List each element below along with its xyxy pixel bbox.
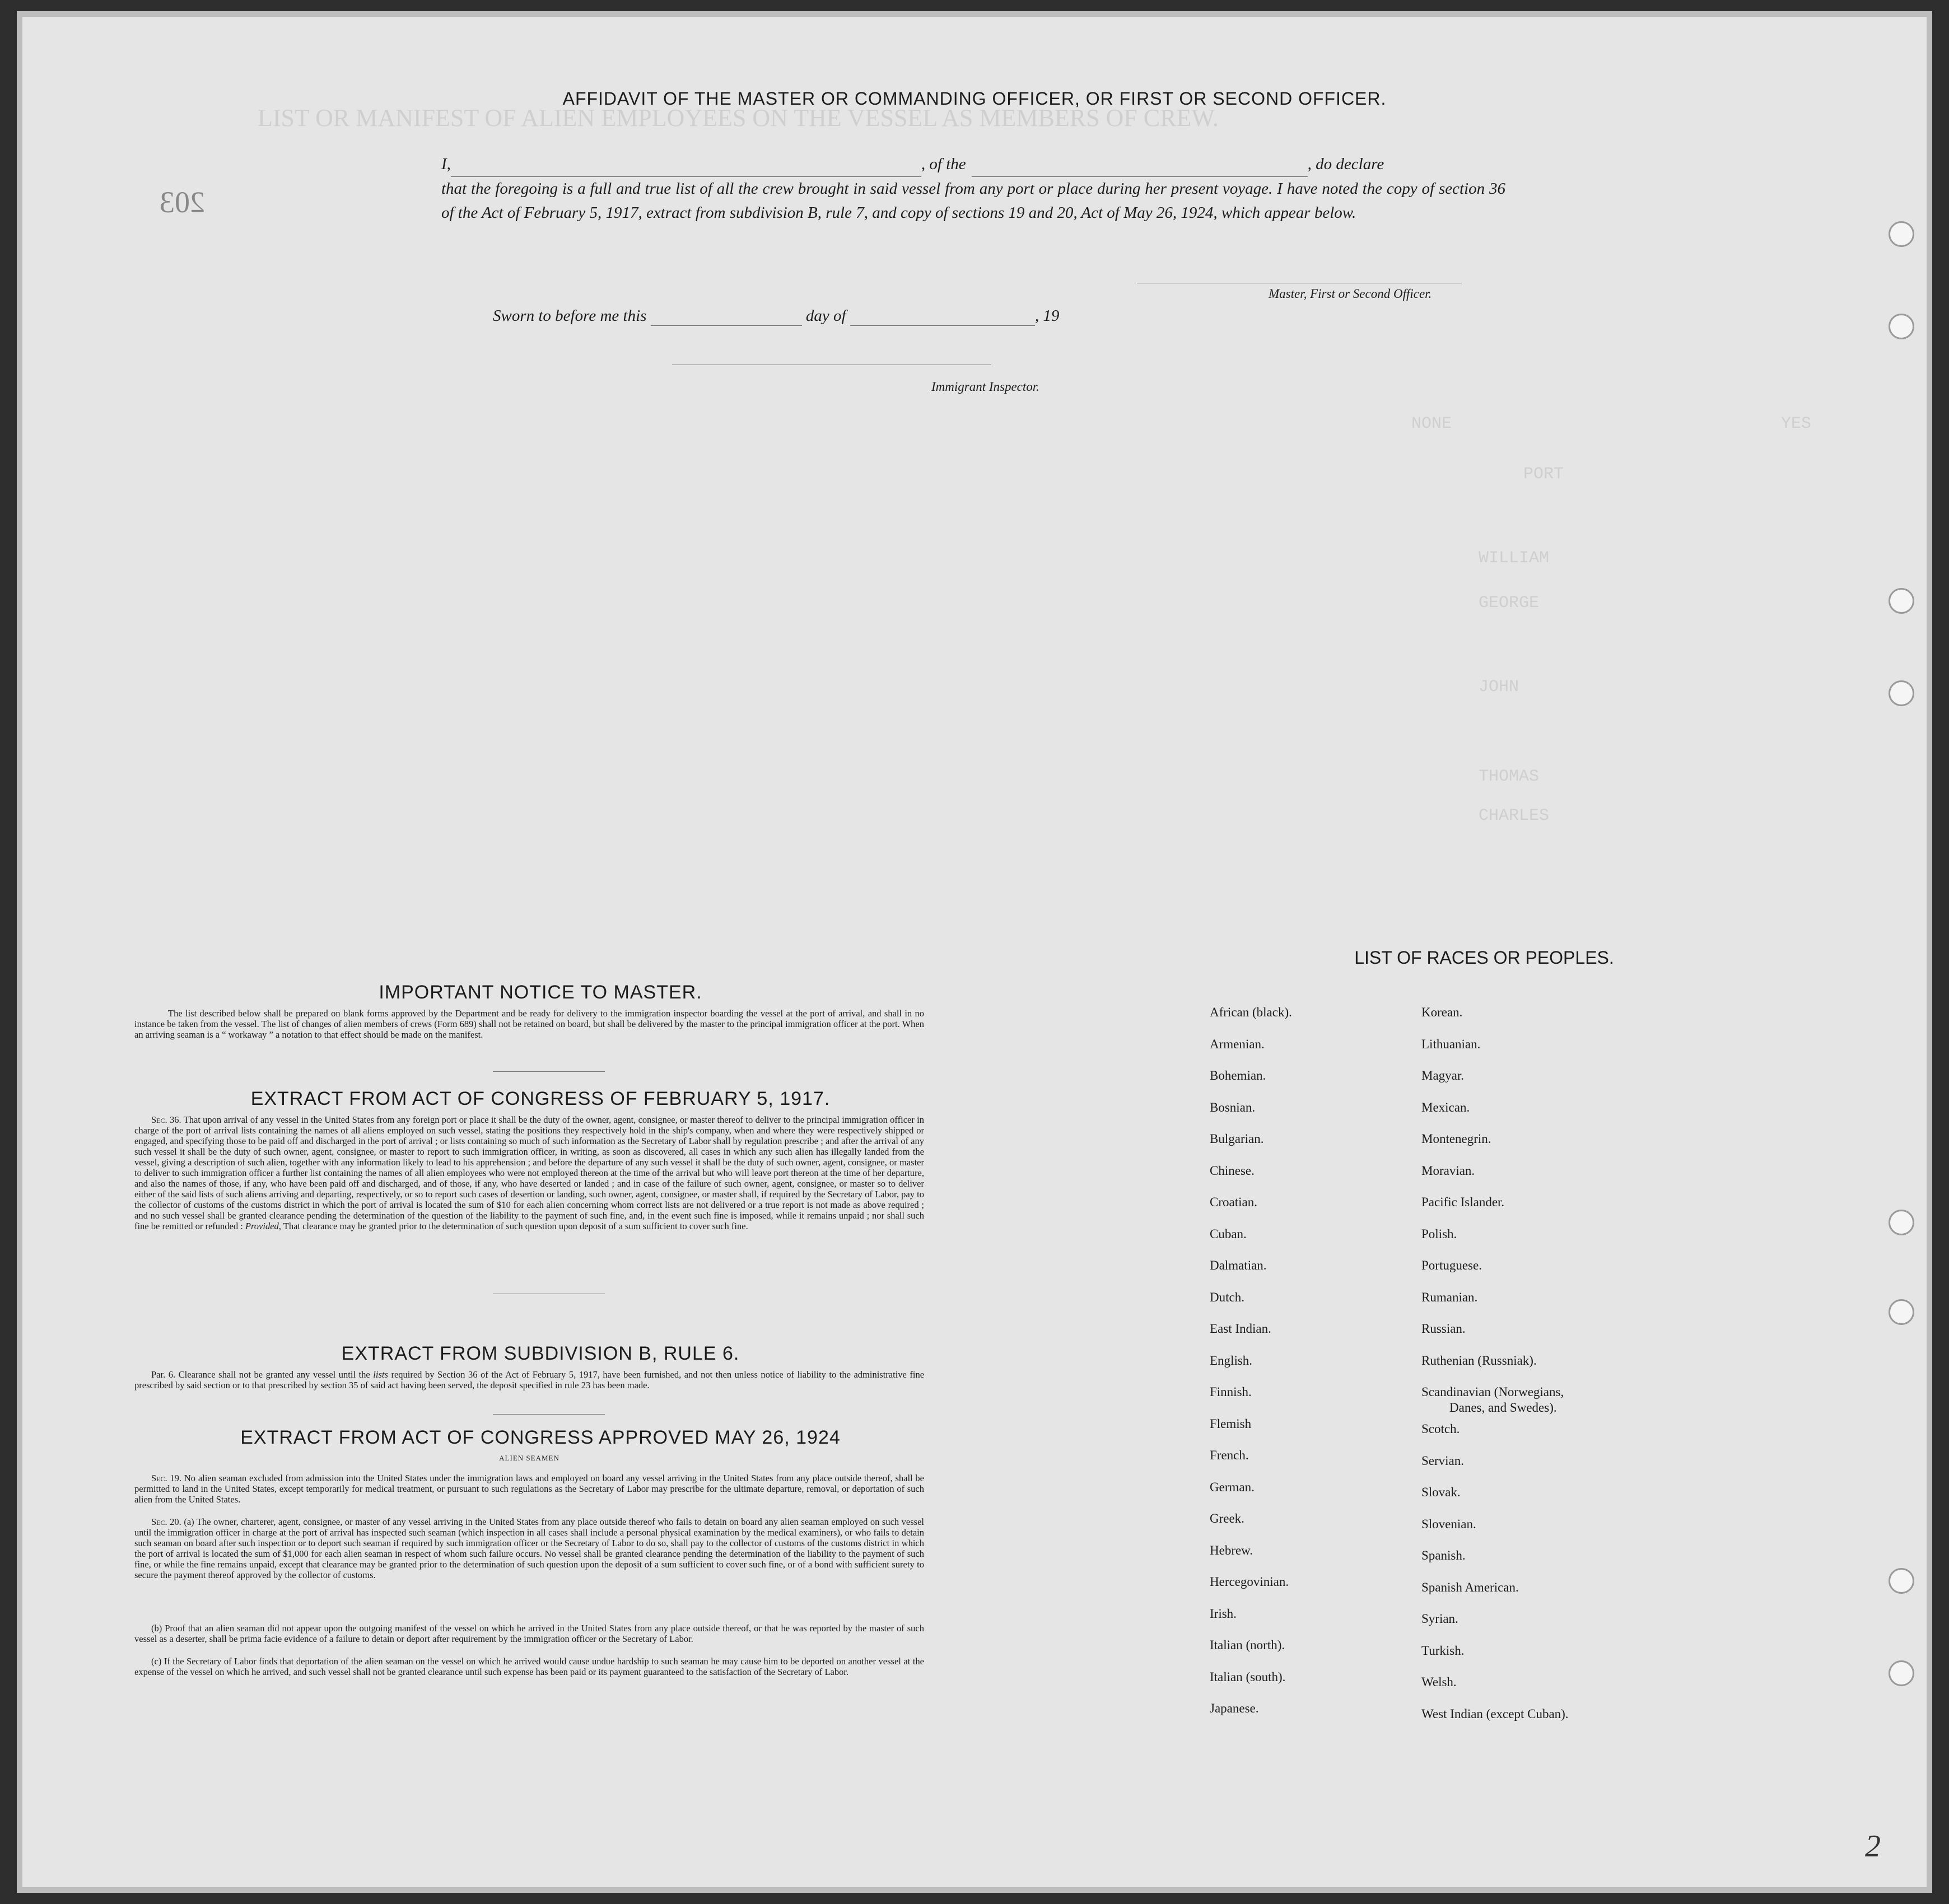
race-item: Ruthenian (Russniak). xyxy=(1421,1353,1537,1368)
race-item: Bosnian. xyxy=(1210,1100,1256,1114)
race-item: Italian (north). xyxy=(1210,1638,1285,1652)
par-6-text-b: required by Section 36 of the Act of February 5, 1917, have been furnished, and not then unless notice of liability to the administrative fine prescribed by said section or to that prescribed by section 35 of said act having been served, the deposit specified in rule 23 has been made. xyxy=(134,1369,925,1390)
race-item: Japanese. xyxy=(1210,1701,1259,1715)
punch-hole xyxy=(1889,1568,1914,1594)
race-item: Dalmatian. xyxy=(1210,1258,1267,1272)
races-left-column xyxy=(1210,1005,1292,1733)
extract-1924-title: EXTRACT FROM ACT OF CONGRESS APPROVED MAY 26, 1924 xyxy=(240,1427,841,1448)
sec-19-label: Sec. 19. xyxy=(151,1473,182,1483)
race-item: Syrian. xyxy=(1421,1612,1458,1626)
punch-hole xyxy=(1889,314,1914,339)
race-item: Irish. xyxy=(1210,1606,1237,1621)
race-item: Bulgarian. xyxy=(1210,1132,1264,1146)
race-item: Turkish. xyxy=(1421,1643,1465,1658)
extract-1917-body xyxy=(134,1114,924,1231)
race-item: Croatian. xyxy=(1210,1195,1257,1209)
race-item: English. xyxy=(1210,1353,1253,1368)
extract-rule6-body xyxy=(134,1369,924,1390)
bleed-through-text: JOHN xyxy=(1479,678,1519,697)
affidavit-title: AFFIDAVIT OF THE MASTER OR COMMANDING OFFICER, OR FIRST OR SECOND OFFICER. xyxy=(562,88,1387,109)
affidavit-body xyxy=(441,152,1505,225)
punch-hole xyxy=(1889,1660,1914,1686)
race-item: Italian (south). xyxy=(1210,1669,1286,1684)
par-6-label: Par. 6. xyxy=(151,1369,176,1380)
sec-36-text: That upon arrival of any vessel in the United States from any foreign port or place it shall be the duty of the owner, agent, consignee, or master thereof to deliver to the principal immigration officer in charge of the port of arrival lists containing the names of all aliens employed on such vessel, stating the positions they respectively hold in the ship's company, when and where they were respectively shipped or engaged, and specifying those to be paid off and discharged in the port of arrival ; or lists containing so much of such information as the Secretary of Labor shall by regulation prescribe ; and after the arrival of any such vessel it shall be the duty of such owner, agent, consignee, or master to report to such immigration officer, in writing, as soon as discovered, all cases in which any such alien has illegally landed from the vessel, giving a description of such alien, together with any information likely to lead to his apprehension ; and before the departure of any such vessel it shall be the duty of such owner, agent, consignee, or master to deliver to such immigration officer a further list containing the names of all alien employees who were not employed thereon at the time of the arrival but who will leave port thereon at the time of her departure, and also the names of those, if any, who have been paid off and discharged, and of those, if any, who have deserted or landed ; and in case of the failure of such owner, agent, consignee, or master so to deliver either of the said lists of such aliens arriving and departing, respectively, or so to report such cases of desertion or landing, such owner, agent, consignee, or master shall, if required by the Secretary of Labor, pay to the collector of customs of the customs district in which the port of arrival is located the sum of $10 for each alien concerning whom correct lists are not delivered or a true report is not made as above required ; and no such vessel shall be granted clearance pending the determination of the question of the liability to the payment of such fine, and, in the event such fine is imposed, while it remains unpaid ; nor shall such fine be remitted or refunded : xyxy=(134,1114,925,1231)
punch-hole xyxy=(1889,1210,1914,1235)
sworn-day-field[interactable] xyxy=(651,307,802,326)
race-item: Montenegrin. xyxy=(1421,1132,1491,1146)
race-item: Slovenian. xyxy=(1421,1516,1476,1531)
race-item: Welsh. xyxy=(1421,1675,1457,1689)
affidavit-of-the: , of the xyxy=(921,155,966,173)
divider xyxy=(493,1071,605,1072)
lists-word: lists xyxy=(373,1369,388,1380)
page-number: 2 xyxy=(1865,1829,1881,1864)
race-item: Chinese. xyxy=(1210,1163,1255,1178)
sec-20a-text: (a) The owner, charterer, agent, consignee, or master of any vessel arriving in the United States from any place outside thereof who fails to detain on board any alien seaman employed on such vessel until the immigration officer in charge at the port of arrival has inspected such seaman (which inspection in all cases shall include a personal physical examination by the medical examiners), or who fails to detain such seaman on board after such inspection or to deport such seaman if required by such immigration officer or the Secretary of Labor to do so, shall pay to the collector of customs of the customs district in which the port of arrival is located the sum of $1,000 for each alien seaman in respect of whom such failure occurs. No vessel shall be granted clearance pending the determination of the liability to the payment of such fine, or while the fine remains unpaid, except that clearance may be granted prior to the determination of such question upon the deposit of a sum sufficient to cover such fine, or of a bond with sufficient surety to secure the payment thereof approved by the collector of customs. xyxy=(134,1516,924,1580)
race-item: East Indian. xyxy=(1210,1322,1271,1336)
bleed-through-text: WILLIAM xyxy=(1479,549,1550,568)
race-item: Spanish. xyxy=(1421,1548,1466,1562)
race-item: African (black). xyxy=(1210,1005,1292,1019)
punch-hole xyxy=(1889,680,1914,706)
race-item: Lithuanian. xyxy=(1421,1037,1481,1051)
sec-20a-body xyxy=(134,1516,924,1580)
bleed-through-text: CHARLES xyxy=(1479,806,1550,825)
race-item: Magyar. xyxy=(1421,1068,1465,1082)
sec-20-label: Sec. 20. xyxy=(151,1516,181,1527)
sec-20b-body: (b) Proof that an alien seaman did not appear upon the outgoing manifest of the vessel on which he arrived in the United States from any place outside thereof, or that he was reported by the master of such vessel as a deserter, shall be prima facie evidence of a failure to detain or deport after requirement by the immigration officer or the Secretary of Labor. xyxy=(134,1623,924,1644)
race-item: Russian. xyxy=(1421,1322,1466,1336)
race-item: Greek. xyxy=(1210,1511,1244,1525)
sec-36-label: Sec. 36. xyxy=(151,1114,181,1125)
race-item: Armenian. xyxy=(1210,1037,1265,1051)
master-signature-label: Master, First or Second Officer. xyxy=(1269,287,1432,301)
race-item: Flemish xyxy=(1210,1416,1252,1431)
vessel-name-field[interactable] xyxy=(972,152,1308,177)
race-item: German. xyxy=(1210,1480,1255,1494)
sec-19-text: No alien seaman excluded from admission into the United States under the immigration laws and employed on board any vessel arriving in the United States from any place outside thereof, shall be permitted to land in the United States, except temporarily for medical treatment, or pursuant to such regulations as the Secretary of Labor may prescribe for the ultimate departure, removal, or deportation of such alien from the United States. xyxy=(134,1473,924,1505)
punch-hole xyxy=(1889,588,1914,614)
race-item: Scotch. xyxy=(1421,1422,1460,1436)
race-item: Dutch. xyxy=(1210,1290,1244,1304)
race-item: West Indian (except Cuban). xyxy=(1421,1706,1569,1721)
extract-rule6-title: EXTRACT FROM SUBDIVISION B, RULE 6. xyxy=(341,1343,740,1364)
bleed-through-heading: LIST OR MANIFEST OF ALIEN EMPLOYEES ON THE VESSEL AS MEMBERS OF CREW. xyxy=(258,104,1219,132)
punch-hole xyxy=(1889,221,1914,247)
sworn-label: Sworn to before me this xyxy=(493,307,647,325)
bleed-through-text: YES xyxy=(1781,414,1812,433)
race-item: Cuban. xyxy=(1210,1226,1247,1241)
race-item: Moravian. xyxy=(1421,1163,1475,1178)
race-item: Danes, and Swedes). xyxy=(1449,1401,1557,1415)
bleed-through-text: NONE xyxy=(1411,414,1452,433)
race-item: Finnish. xyxy=(1210,1385,1252,1399)
sworn-line xyxy=(493,307,1059,326)
stamp-number: 203 xyxy=(160,185,205,219)
races-right-column xyxy=(1421,1005,1569,1738)
race-item: Servian. xyxy=(1421,1453,1465,1468)
sec-19-body xyxy=(134,1473,924,1505)
race-item: Scandinavian (Norwegians, xyxy=(1421,1385,1564,1399)
races-title: LIST OF RACES OR PEOPLES. xyxy=(1354,948,1614,968)
notice-title: IMPORTANT NOTICE TO MASTER. xyxy=(379,982,702,1003)
day-of-label: day of xyxy=(805,307,846,325)
notice-body: The list described below shall be prepared on blank forms approved by the Department and be ready for delivery to the immigration inspector boarding the vessel at the port of arrival, and shall in no instance be taken from the vessel. The list of changes of alien members of crews (Form 689) shall not be retained on board, but shall be delivered by the master to the principal immigration officer at the port. When an arriving seaman is a “ workaway ” a notation to that effect should be made on the manifest. xyxy=(134,1008,924,1040)
race-item: Slovak. xyxy=(1421,1485,1461,1499)
bleed-through-text: GEORGE xyxy=(1479,594,1540,613)
race-item: Rumanian. xyxy=(1421,1290,1478,1304)
race-item: Korean. xyxy=(1421,1005,1463,1019)
punch-hole xyxy=(1889,1299,1914,1325)
inspector-signature-label: Immigrant Inspector. xyxy=(931,380,1039,394)
race-item: Polish. xyxy=(1421,1226,1457,1241)
bleed-through-text: THOMAS xyxy=(1479,767,1540,786)
extract-1917-title: EXTRACT FROM ACT OF CONGRESS OF FEBRUARY 5, 1917. xyxy=(250,1088,831,1109)
race-item: Mexican. xyxy=(1421,1100,1470,1114)
sec-20c-body: (c) If the Secretary of Labor finds that deportation of the alien seaman on the vessel on which he arrived would cause undue hardship to such seaman he may cause him to be deported on another vessel at the expense of the vessel on which he arrived, and such vessel shall not be granted clearance until such expense has been paid or its payment guaranteed to the satisfaction of the Secretary of Labor. xyxy=(134,1656,924,1677)
officer-name-field[interactable] xyxy=(451,152,921,177)
race-item: Portuguese. xyxy=(1421,1258,1482,1272)
race-item: Spanish American. xyxy=(1421,1580,1519,1594)
alien-seamen-subtitle: ALIEN SEAMEN xyxy=(499,1454,559,1462)
provided-label: Provided, xyxy=(245,1221,281,1231)
par-6-text-a: Clearance shall not be granted any vessel until the xyxy=(178,1369,370,1380)
affidavit-do-declare: , do declare xyxy=(1307,155,1384,173)
race-item: Hebrew. xyxy=(1210,1543,1253,1557)
race-item: French. xyxy=(1210,1448,1249,1462)
year-prefix: , 19 xyxy=(1034,307,1060,325)
race-item: Hercegovinian. xyxy=(1210,1575,1289,1589)
sec-36-tail: That clearance may be granted prior to the determination of such question upon deposit of a sum sufficient to cover such fine. xyxy=(283,1221,748,1231)
race-item: Pacific Islander. xyxy=(1421,1195,1505,1209)
affidavit-text: that the foregoing is a full and true list of all the crew brought in said vessel from any port or place during her present voyage. I have noted the copy of section 36 of the Act of February 5, 1917, extract from subdivision B, rule 7, and copy of sections 19 and 20, Act of May 26, 1924, which appear below. xyxy=(441,180,1505,222)
affidavit-i: I, xyxy=(441,155,451,173)
divider xyxy=(493,1414,605,1415)
race-item: Bohemian. xyxy=(1210,1068,1266,1082)
bleed-through-text: PORT xyxy=(1523,465,1564,484)
sworn-month-field[interactable] xyxy=(850,307,1035,326)
